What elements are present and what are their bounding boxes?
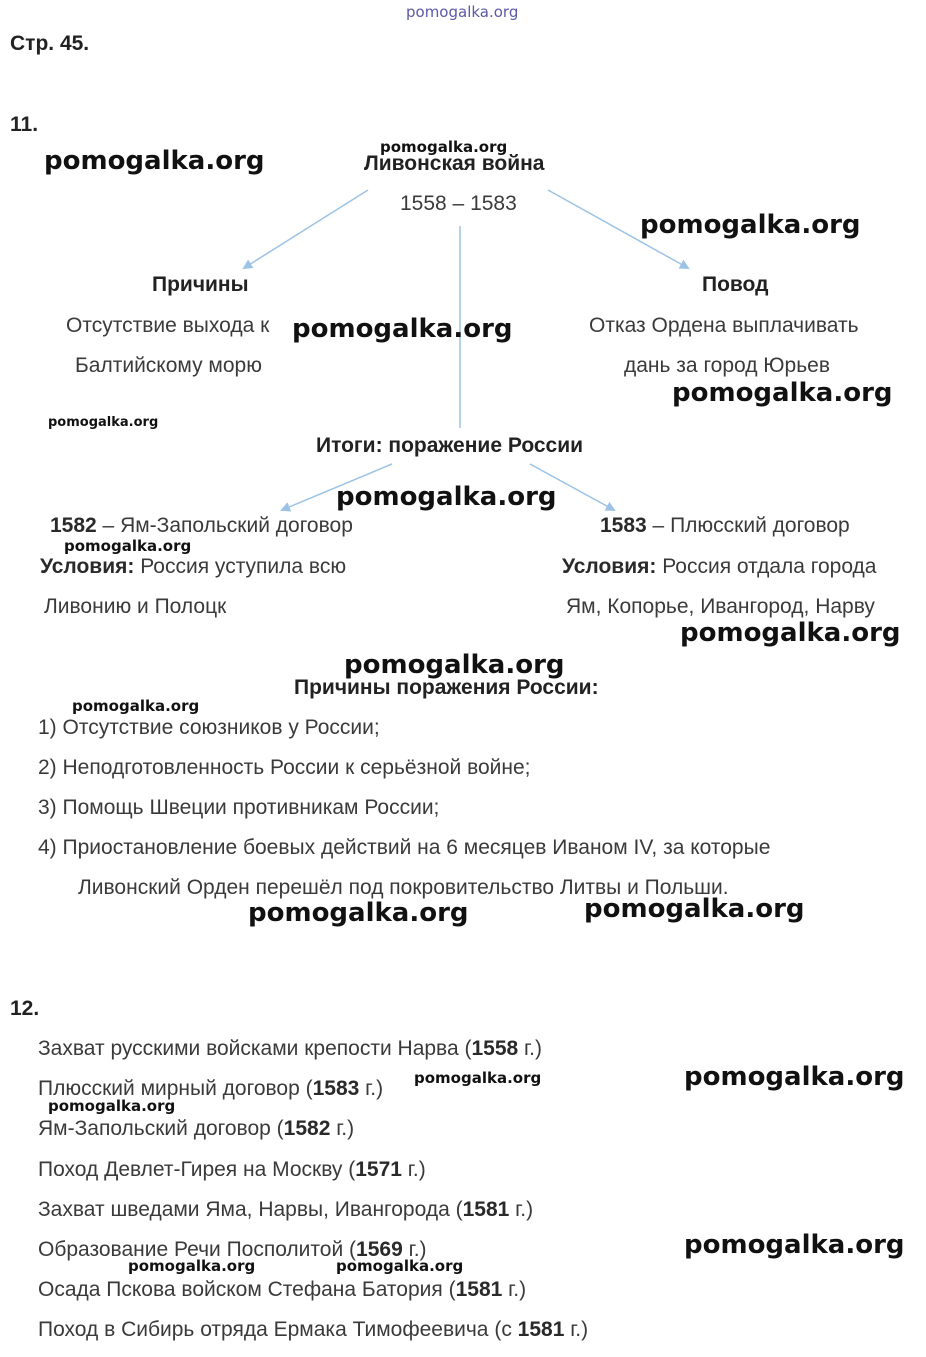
watermark: pomogalka.org (380, 138, 508, 156)
treaty1-title (50, 514, 353, 538)
watermark: pomogalka.org (292, 314, 513, 344)
causes-heading: Причины (152, 273, 249, 296)
event-year: 1558 (471, 1037, 519, 1060)
defeat-reason-continuation: Ливонский Орден перешёл под покровительство Литвы и Польши. (78, 876, 729, 899)
event-text: Ям-Запольский договор ( (38, 1117, 284, 1140)
event-year: 1581 (462, 1198, 510, 1221)
watermark: pomogalka.org (640, 210, 861, 240)
event-text: Плюсский мирный договор ( (38, 1077, 313, 1100)
event-year: 1569 (356, 1238, 403, 1261)
event-tail: г.) (564, 1318, 589, 1341)
watermark: pomogalka.org (680, 618, 901, 648)
pretext-heading: Повод (702, 273, 769, 296)
task-number-12: 12. (10, 997, 40, 1020)
watermark: pomogalka.org (684, 1062, 905, 1092)
event-tail: г.) (402, 1238, 427, 1261)
watermark: pomogalka.org (336, 1257, 464, 1275)
list-item (38, 1117, 354, 1141)
results-heading: Итоги: поражение России (316, 434, 584, 457)
treaty1-name: – Ям-Запольский договор (96, 514, 353, 537)
list-item (38, 1077, 383, 1101)
watermark: pomogalka.org (684, 1230, 905, 1260)
event-year: 1581 (455, 1278, 503, 1301)
watermark: pomogalka.org (44, 146, 265, 176)
treaty2-name: – Плюсский договор (646, 514, 850, 537)
event-tail: г.) (330, 1117, 355, 1140)
diagram-dates: 1558 – 1583 (400, 192, 517, 215)
watermark: pomogalka.org (72, 697, 200, 715)
defeat-reason: 2) Неподготовленность России к серьёзной войне; (38, 756, 531, 779)
treaty1-year: 1582 (50, 514, 97, 537)
event-year: 1582 (283, 1117, 331, 1140)
watermark: pomogalka.org (584, 894, 805, 924)
treaty2-conditions (562, 555, 876, 579)
event-tail: г.) (518, 1037, 542, 1060)
defeat-reason: 3) Помощь Швеции противникам России; (38, 796, 440, 819)
event-tail: г.) (509, 1198, 534, 1221)
diagram-title: Ливонская война (364, 152, 545, 175)
list-item (38, 1238, 427, 1262)
treaty1-conditions (40, 555, 346, 579)
treaty2-cond-label: Условия: (562, 555, 657, 578)
watermark: pomogalka.org (48, 415, 159, 430)
event-text: Поход в Сибирь отряда Ермака Тимофеевича (с (38, 1318, 518, 1341)
pretext-line1: Отказ Ордена выплачивать (589, 314, 859, 337)
treaty1-cond-text: Россия уступила всю (134, 555, 347, 578)
list-item (38, 1318, 588, 1342)
treaty1-cond-text2: Ливонию и Полоцк (44, 595, 227, 618)
defeat-reason: 1) Отсутствие союзников у России; (38, 716, 380, 739)
treaty2-cond-text2: Ям, Копорье, Ивангород, Нарву (566, 595, 875, 618)
watermark: pomogalka.org (248, 898, 469, 928)
watermark: pomogalka.org (336, 482, 557, 512)
arrow-to-causes (244, 190, 368, 268)
event-year: 1571 (355, 1158, 402, 1181)
event-text: Захват русскими войсками крепости Нарва ( (38, 1037, 472, 1060)
watermark: pomogalka.org (344, 650, 565, 680)
defeat-reason: 4) Приостановление боевых действий на 6 месяцев Иваном IV, за которые (38, 836, 771, 859)
watermark: pomogalka.org (414, 1069, 542, 1087)
treaty2-title (600, 514, 850, 538)
event-text: Захват шведами Яма, Нарвы, Ивангорода ( (38, 1198, 463, 1221)
defeat-heading: Причины поражения России: (294, 676, 599, 699)
watermark: pomogalka.org (64, 537, 192, 555)
watermark: pomogalka.org (672, 378, 893, 408)
list-item (38, 1198, 533, 1222)
event-year: 1581 (517, 1318, 565, 1341)
list-item (38, 1037, 542, 1061)
treaty2-year: 1583 (600, 514, 647, 537)
list-item (38, 1158, 426, 1182)
watermark: pomogalka.org (406, 3, 519, 21)
event-year: 1583 (312, 1077, 360, 1100)
page-label: Стр. 45. (10, 32, 90, 55)
event-tail: г.) (401, 1158, 426, 1181)
watermark: pomogalka.org (48, 1097, 176, 1115)
event-text: Осада Пскова войском Стефана Батория ( (38, 1278, 456, 1301)
treaty1-cond-label: Условия: (40, 555, 135, 578)
watermark: pomogalka.org (128, 1257, 256, 1275)
treaty2-cond-text: Россия отдала города (656, 555, 877, 578)
event-tail: г.) (502, 1278, 527, 1301)
causes-line2: Балтийскому морю (75, 354, 262, 377)
pretext-line2: дань за город Юрьев (624, 354, 830, 377)
event-tail: г.) (359, 1077, 384, 1100)
event-text: Поход Девлет-Гирея на Москву ( (38, 1158, 356, 1181)
list-item (38, 1278, 526, 1302)
event-text: Образование Речи Посполитой ( (38, 1238, 357, 1261)
task-number-11: 11. (10, 113, 39, 136)
causes-line1: Отсутствие выхода к (66, 314, 270, 337)
